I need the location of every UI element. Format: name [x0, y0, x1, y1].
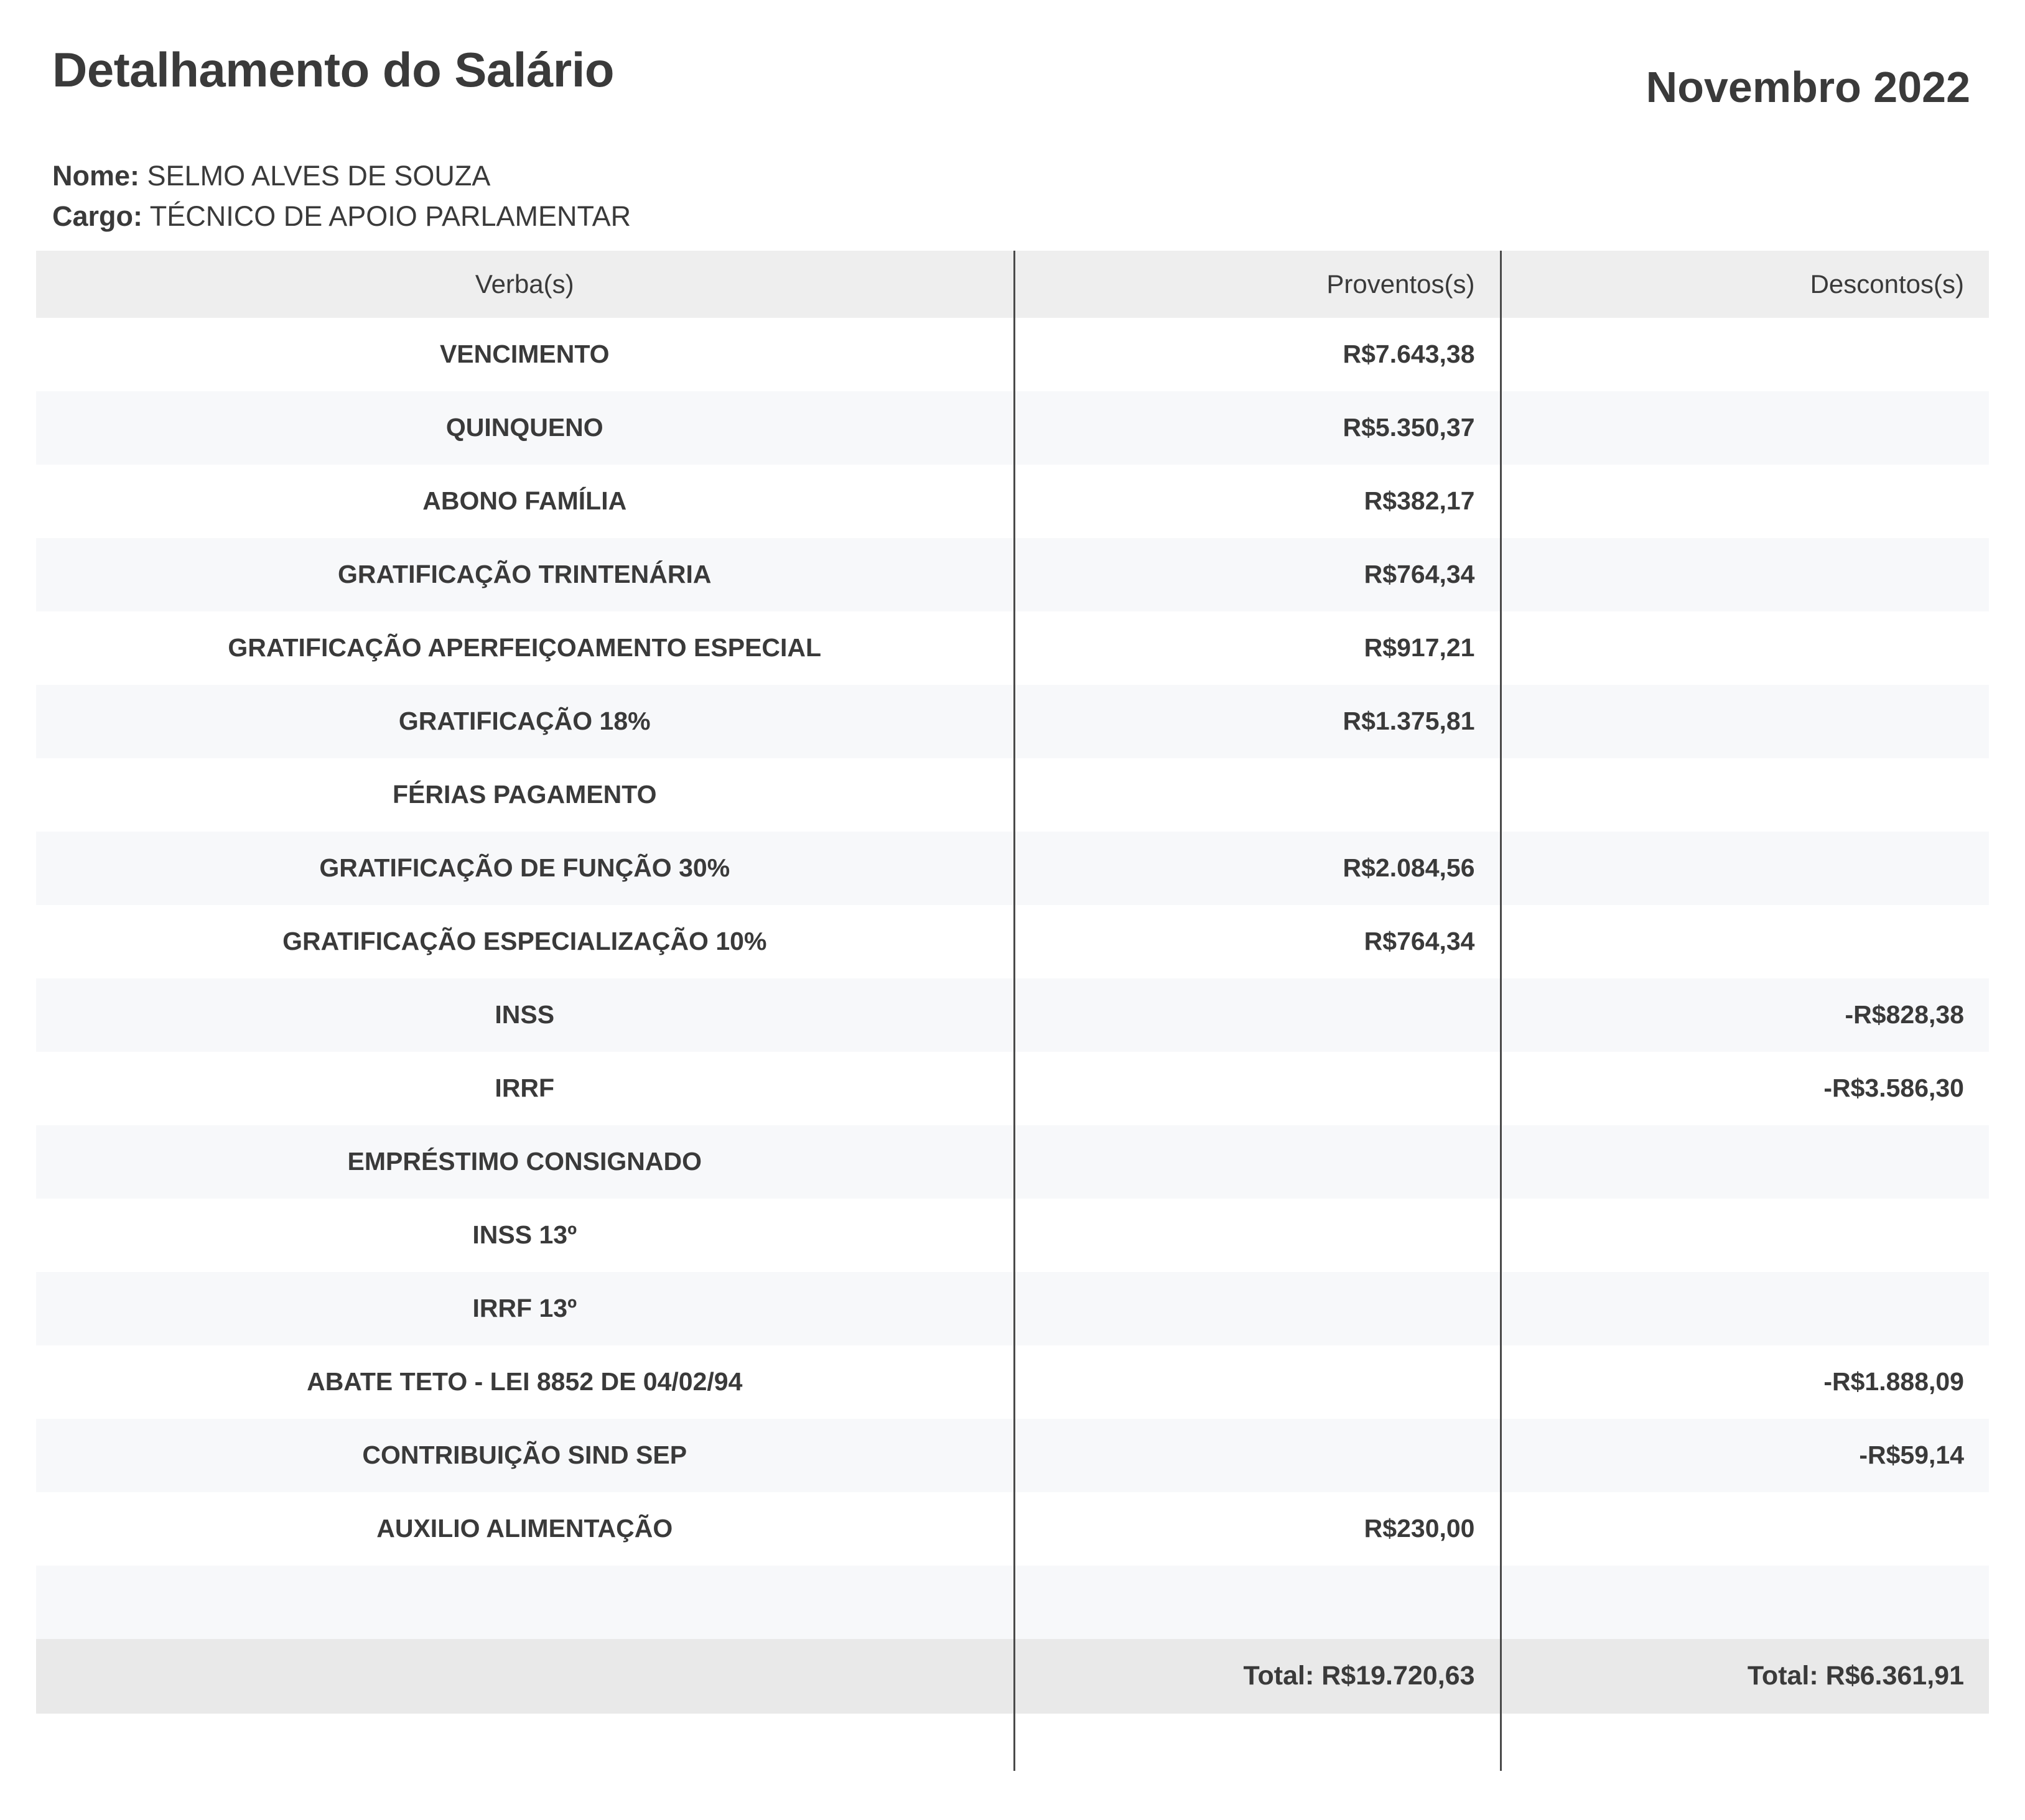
employee-name-label: Nome: [52, 160, 140, 192]
cell-proventos: R$764,34 [1014, 905, 1501, 978]
cell-verba: VENCIMENTO [36, 318, 1014, 391]
cell-spacer [36, 1714, 1014, 1771]
cell-descontos [1501, 832, 1989, 905]
table-row [36, 1419, 1989, 1492]
cell-verba: GRATIFICAÇÃO ESPECIALIZAÇÃO 10% [36, 905, 1014, 978]
cell-verba: INSS [36, 978, 1014, 1052]
cell-proventos [1014, 1125, 1501, 1199]
cell-descontos [1501, 318, 1989, 391]
table-row [36, 832, 1989, 905]
table-header-row [36, 251, 1989, 318]
cell-proventos [1014, 1345, 1501, 1419]
table-row [36, 1125, 1989, 1199]
page-title: Detalhamento do Salário [52, 42, 615, 97]
cell-spacer [1014, 1714, 1501, 1771]
cell-verba: AUXILIO ALIMENTAÇÃO [36, 1492, 1014, 1566]
cell-proventos: R$230,00 [1014, 1492, 1501, 1566]
cell-spacer [1501, 1714, 1989, 1771]
cell-descontos [1501, 1566, 1989, 1639]
cell-descontos [1501, 611, 1989, 685]
cell-proventos [1014, 1199, 1501, 1272]
cell-descontos [1501, 685, 1989, 758]
cell-verba: ABATE TETO - LEI 8852 DE 04/02/94 [36, 1345, 1014, 1419]
salary-table-body [36, 318, 1989, 1771]
cell-verba: IRRF [36, 1052, 1014, 1125]
cell-proventos: R$2.084,56 [1014, 832, 1501, 905]
table-row [36, 1492, 1989, 1566]
column-header-verba: Verba(s) [36, 251, 1014, 318]
cell-verba: GRATIFICAÇÃO TRINTENÁRIA [36, 538, 1014, 611]
employee-name-row [52, 156, 2025, 196]
cell-descontos [1501, 758, 1989, 832]
employee-role-value: TÉCNICO DE APOIO PARLAMENTAR [149, 200, 631, 233]
table-row [36, 905, 1989, 978]
cell-total-descontos: Total: R$6.361,91 [1501, 1639, 1989, 1714]
table-row [36, 1345, 1989, 1419]
reference-period: Novembro 2022 [1646, 63, 1970, 111]
cell-verba: GRATIFICAÇÃO 18% [36, 685, 1014, 758]
cell-verba [36, 1566, 1014, 1639]
table-row [36, 1052, 1989, 1125]
cell-proventos: R$7.643,38 [1014, 318, 1501, 391]
cell-verba: GRATIFICAÇÃO DE FUNÇÃO 30% [36, 832, 1014, 905]
cell-proventos [1014, 1052, 1501, 1125]
table-row [36, 1199, 1989, 1272]
cell-proventos [1014, 758, 1501, 832]
cell-verba: INSS 13º [36, 1199, 1014, 1272]
cell-proventos [1014, 1272, 1501, 1345]
salary-table [36, 251, 1989, 1771]
cell-verba: FÉRIAS PAGAMENTO [36, 758, 1014, 832]
cell-descontos [1501, 1492, 1989, 1566]
cell-descontos [1501, 465, 1989, 538]
cell-proventos: R$764,34 [1014, 538, 1501, 611]
cell-descontos [1501, 905, 1989, 978]
cell-proventos: R$1.375,81 [1014, 685, 1501, 758]
cell-descontos [1501, 391, 1989, 465]
table-row [36, 978, 1989, 1052]
cell-descontos: -R$1.888,09 [1501, 1345, 1989, 1419]
cell-total-verba [36, 1639, 1014, 1714]
column-header-descontos: Descontos(s) [1501, 251, 1989, 318]
table-row [36, 758, 1989, 832]
table-totals-row [36, 1639, 1989, 1714]
page-header [0, 0, 2025, 112]
table-row [36, 465, 1989, 538]
employee-role-row [52, 196, 2025, 236]
cell-descontos [1501, 538, 1989, 611]
table-row [36, 1566, 1989, 1639]
table-row [36, 538, 1989, 611]
cell-verba: EMPRÉSTIMO CONSIGNADO [36, 1125, 1014, 1199]
cell-descontos: -R$828,38 [1501, 978, 1989, 1052]
cell-verba: QUINQUENO [36, 391, 1014, 465]
cell-verba: GRATIFICAÇÃO APERFEIÇOAMENTO ESPECIAL [36, 611, 1014, 685]
cell-proventos [1014, 1566, 1501, 1639]
table-row [36, 685, 1989, 758]
employee-name-value: SELMO ALVES DE SOUZA [147, 160, 491, 192]
employee-identity [0, 112, 2025, 237]
salary-table-wrapper [0, 251, 2025, 1771]
cell-total-proventos: Total: R$19.720,63 [1014, 1639, 1501, 1714]
table-row [36, 1272, 1989, 1345]
cell-verba: IRRF 13º [36, 1272, 1014, 1345]
cell-proventos: R$382,17 [1014, 465, 1501, 538]
table-row [36, 391, 1989, 465]
cell-proventos [1014, 978, 1501, 1052]
table-row [36, 318, 1989, 391]
employee-role-label: Cargo: [52, 200, 142, 233]
cell-descontos [1501, 1272, 1989, 1345]
column-header-proventos: Proventos(s) [1014, 251, 1501, 318]
cell-descontos: -R$3.586,30 [1501, 1052, 1989, 1125]
cell-proventos: R$917,21 [1014, 611, 1501, 685]
cell-proventos: R$5.350,37 [1014, 391, 1501, 465]
table-footer-spacer [36, 1714, 1989, 1771]
cell-descontos: -R$59,14 [1501, 1419, 1989, 1492]
cell-descontos [1501, 1199, 1989, 1272]
cell-proventos [1014, 1419, 1501, 1492]
cell-descontos [1501, 1125, 1989, 1199]
table-row [36, 611, 1989, 685]
cell-verba: CONTRIBUIÇÃO SIND SEP [36, 1419, 1014, 1492]
salary-table-head [36, 251, 1989, 318]
cell-verba: ABONO FAMÍLIA [36, 465, 1014, 538]
